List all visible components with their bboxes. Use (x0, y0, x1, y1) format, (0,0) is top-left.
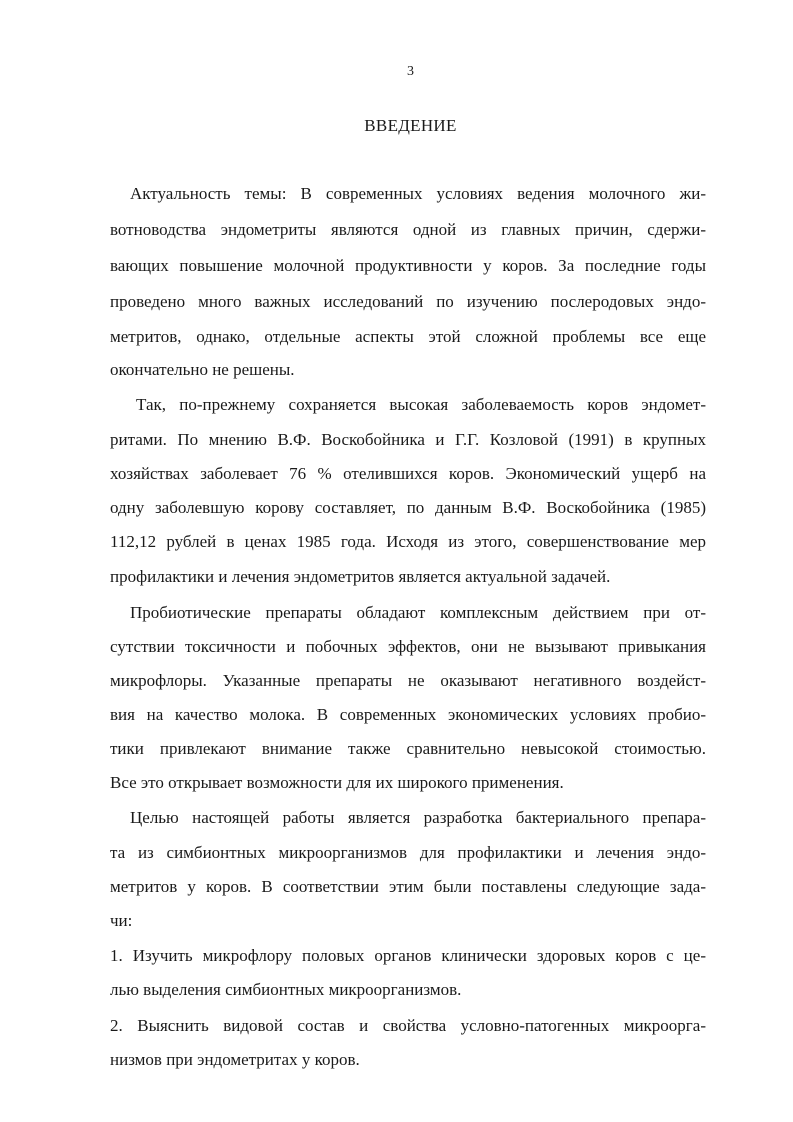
text-line: Актуальность темы: В современных условиях ведения молочного жи- (130, 184, 706, 203)
text-line: лью выделения симбионтных микроорганизмов. (110, 980, 462, 999)
text-line: профилактики и лечения эндометритов является актуальной задачей. (110, 567, 611, 586)
text-line: хозяйствах заболевает 76 % отелившихся коров. Экономический ущерб на (110, 464, 706, 483)
text-line: окончательно не решены. (110, 360, 295, 379)
text-line: чи: (110, 911, 133, 930)
section-title: ВВЕДЕНИЕ (364, 116, 457, 135)
text-line: одну заболевшую корову составляет, по данным В.Ф. Воскобойника (1985) (110, 498, 706, 517)
text-line: метритов у коров. В соответствии этим были поставлены следующие зада- (110, 877, 706, 896)
text-line: вотноводства эндометриты являются одной из главных причин, сдержи- (110, 220, 706, 239)
text-line: тики привлекают внимание также сравнительно невысокой стоимостью. (110, 739, 706, 758)
text-line: низмов при эндометритах у коров. (110, 1050, 360, 1069)
text-line: 2. Выяснить видовой состав и свойства условно-патогенных микроорга- (110, 1016, 706, 1035)
text-line: Так, по-прежнему сохраняется высокая заболеваемость коров эндомет- (136, 395, 706, 414)
text-line: метритов, однако, отдельные аспекты этой сложной проблемы все еще (110, 327, 706, 346)
text-line: Целью настоящей работы является разработка бактериального препара- (130, 808, 706, 827)
text-line: 112,12 рублей в ценах 1985 года. Исходя из этого, совершенствование мер (110, 532, 706, 551)
text-line: микрофлоры. Указанные препараты не оказывают негативного воздейст- (110, 671, 706, 690)
text-line: вия на качество молока. В современных экономических условиях пробио- (110, 705, 706, 724)
text-line: Пробиотические препараты обладают комплексным действием при от- (130, 603, 706, 622)
text-line: вающих повышение молочной продуктивности у коров. За последние годы (110, 256, 706, 275)
text-line: та из симбионтных микроорганизмов для профилактики и лечения эндо- (110, 843, 706, 862)
text-line: ритами. По мнению В.Ф. Воскобойника и Г.Г. Козловой (1991) в крупных (110, 430, 706, 449)
text-line: проведено много важных исследований по изучению послеродовых эндо- (110, 292, 706, 311)
text-line: 1. Изучить микрофлору половых органов клинически здоровых коров с це- (110, 946, 706, 965)
page-number: 3 (407, 64, 414, 79)
text-line: сутствии токсичности и побочных эффектов, они не вызывают привыкания (110, 637, 706, 656)
text-line: Все это открывает возможности для их широкого применения. (110, 773, 564, 792)
